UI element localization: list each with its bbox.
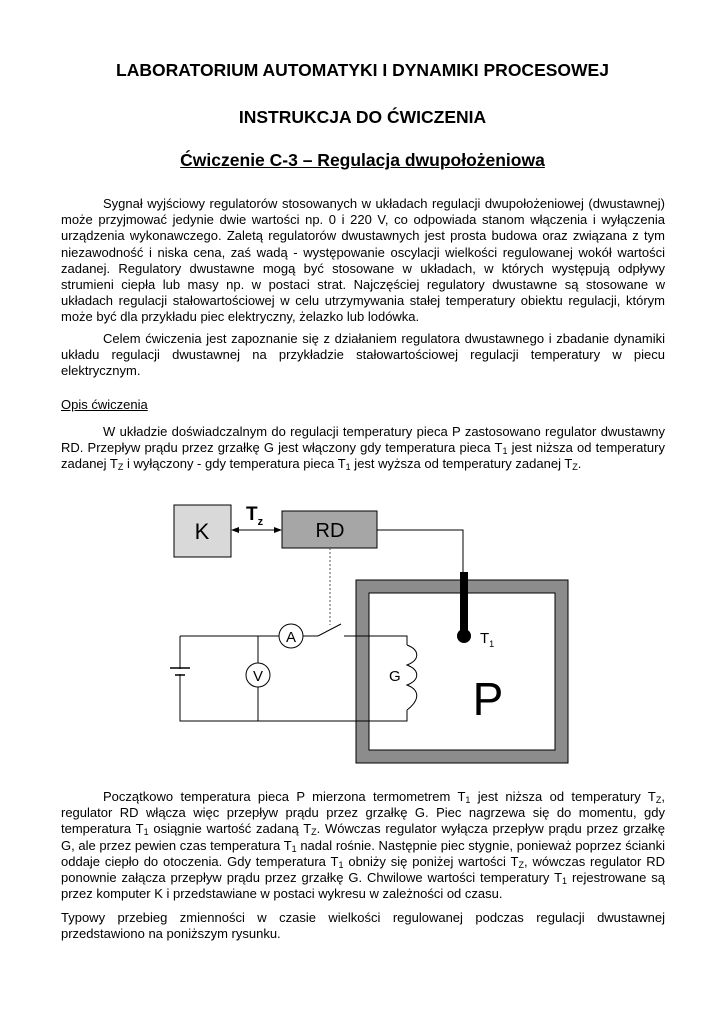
operation-paragraph: Początkowo temperatura pieca P mierzona termometrem $T_1$ jest niższa od temperatury $T_Z$, regulator RD włącza więc przepływ prądu przez grzałkę G. Piec nagrzewa się do momentu, gdy temperatura $T_1$ osiągnie wartość zadaną $T_Z$. Wówczas regulator wyłącza przepływ prądu przez grzałkę G, ale przez pewien czas temperatura $T_1$ nadal rośnie. Następnie piec stygnie, ponieważ poprzez ścianki oddaje ciepło do otoczenia. Gdy temperatura $T_1$ obniży się poniżej wartości $T_Z$, wówczas regulator RD ponownie załącza przepływ prądu przez grzałkę G. Chwilowe wartości temperatury $T_1$ rejestrowane są przez komputer K i przedstawiane w postaci wykresu w zależności od czasu. (61, 789, 665, 902)
arrow-left-head (231, 527, 239, 533)
setup-paragraph: W układzie doświadczalnym do regulacji temperatury pieca P zastosowano regulator dwustawny RD. Przepływ prądu przez grzałkę G jest włączony gdy temperatura pieca $T_1$ jest niższa od temperatury zadanej $T_Z$ i wyłączony - gdy temperatura pieca $T_1$ jest wyższa od temperatury zadanej $T_Z$. (61, 424, 665, 473)
circuit-bottom-wire (180, 636, 407, 721)
ammeter-label: A (285, 629, 297, 646)
setpoint-tz-label: $T_z$ (246, 504, 264, 528)
switch-contact (318, 624, 341, 636)
arrow-right-head (274, 527, 282, 533)
thermometer-stem (460, 572, 468, 634)
thermometer-t1-label: $T_1$ (480, 630, 495, 649)
heater-coil (407, 645, 417, 710)
furnace-p-label: P (472, 673, 504, 725)
thermometer-bulb (457, 629, 471, 643)
voltmeter-label: V (252, 668, 264, 685)
intro-paragraph-1: Sygnał wyjściowy regulatorów stosowanych w układach regulacji dwupołożeniowej (dwustawnej) może przyjmować jedynie dwie wartości np. 0 i 220 V, co odpowiada stanom włączenia i wyłączenia urządzenia wykonawczego. Zaletą regulatorów dwustawnych jest prosta budowa oraz związana z tym niezawodność i niska cena, zaś wadą - występowanie oscylacji wielkości regulowanej wokół wartości zadanej. Regulatory dwustawne mogą być stosowane w układach, w których występują odpływy strumieni ciepła lub masy np. w postaci strat. Najczęściej regulatory dwustawne są stosowane w układach regulacji stałowartościowej w celu utrzymywania stałej temperatury obiektu regulacji, którym może być dla przykładu piec elektryczny, żelazko lub lodówka. (61, 196, 665, 325)
computer-k-label: K (194, 519, 210, 544)
instruction-title: INSTRUKCJA DO ĆWICZENIA (238, 107, 487, 127)
regulator-rd-label: RD (315, 520, 345, 542)
circuit-top-wire-right (344, 636, 407, 645)
rd-sensor-wire (377, 530, 463, 576)
intro-paragraph-2: Celem ćwiczenia jest zapoznanie się z działaniem regulatora dwustawnego i zbadanie dynamiki układu regulacji dwustawnej na przykładzie stałowartościowej regulacji temperatury w piecu elektrycznym. (61, 331, 665, 379)
battery-gap (178, 669, 182, 674)
section-title: Opis ćwiczenia (61, 397, 148, 412)
heater-g-label: G (389, 668, 401, 685)
lab-title: LABORATORIUM AUTOMATYKI I DYNAMIKI PROCESOWEJ (116, 60, 609, 80)
chart-intro-paragraph: Typowy przebieg zmienności w czasie wielkości regulowanej podczas regulacji dwustawnej przedstawiono na poniższym rysunku. (61, 910, 665, 942)
exercise-title: Ćwiczenie C-3 – Regulacja dwupołożeniowa (180, 150, 545, 170)
